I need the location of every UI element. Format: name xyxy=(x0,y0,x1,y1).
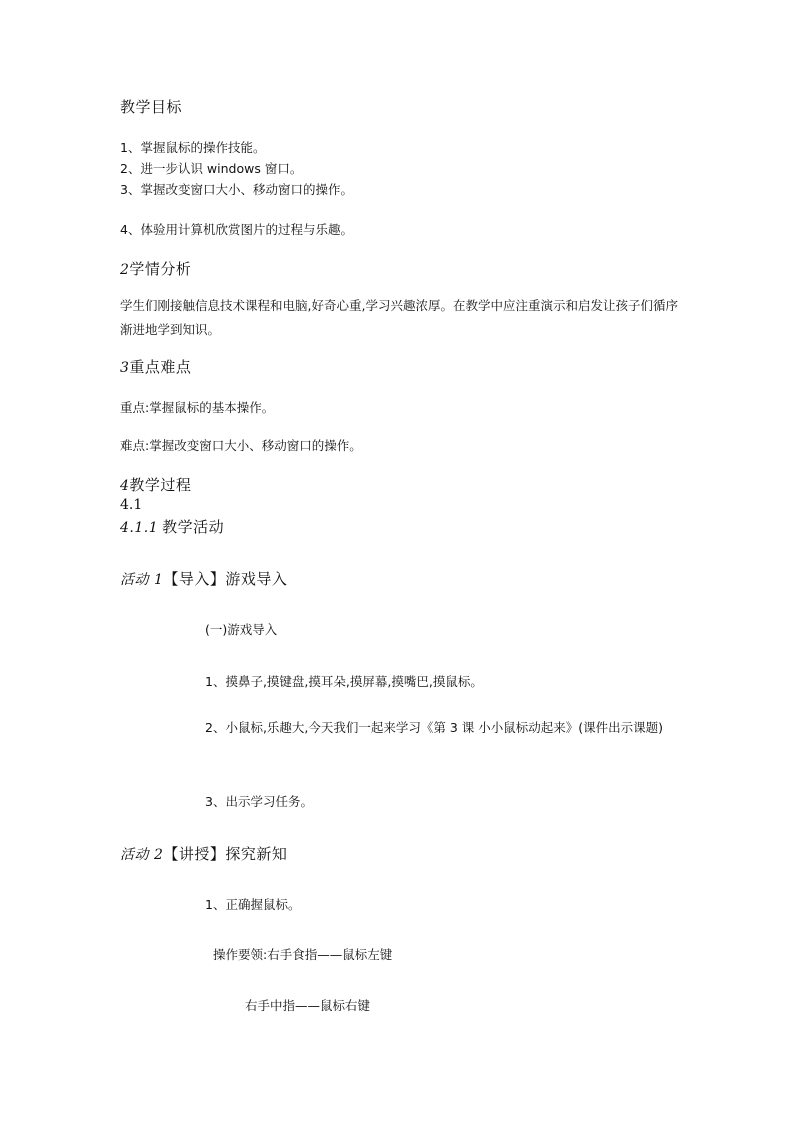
activity-1-item-4: 3、出示学习任务。 xyxy=(205,794,313,809)
goal-item-4: 4、体验用计算机欣赏图片的过程与乐趣。 xyxy=(120,222,353,237)
goal-item-3: 3、掌握改变窗口大小、移动窗口的操作。 xyxy=(120,182,353,197)
section-title-teaching-goals: 教学目标 xyxy=(120,98,183,116)
subsection-number: 4.1 xyxy=(120,497,143,513)
section-number: 3 xyxy=(120,360,130,376)
activity-2-item-2: 操作要领:右手食指——鼠标左键 xyxy=(213,947,393,962)
activity-prefix: 活动 1 xyxy=(120,572,164,588)
difficult-point-text: 难点:掌握改变窗口大小、移动窗口的操作。 xyxy=(120,438,362,453)
activity-1-item-3: 2、小鼠标,乐趣大,今天我们一起来学习《第 3 课 小小鼠标动起来》(课件出示课题) xyxy=(205,720,664,735)
learner-analysis-paragraph: 学生们刚接触信息技术课程和电脑,好奇心重,学习兴趣浓厚。在教学中应注重演示和启发让孩子们循序渐进地学到知识。 xyxy=(120,298,678,337)
activity-1-item-1: (一)游戏导入 xyxy=(205,622,278,637)
subsubsection-title: 教学活动 xyxy=(162,518,225,536)
activity-2-item-3: 右手中指——鼠标右键 xyxy=(245,998,371,1013)
activity-1-heading xyxy=(120,568,287,589)
goal-item-2: 2、进一步认识 windows 窗口。 xyxy=(120,161,303,176)
section-number: 4 xyxy=(120,478,130,494)
section-title: 重点难点 xyxy=(129,358,192,376)
activity-2-heading xyxy=(120,843,287,864)
activity-title: 【导入】游戏导入 xyxy=(163,570,288,588)
activity-1-item-2: 1、摸鼻子,摸键盘,摸耳朵,摸屏幕,摸嘴巴,摸鼠标。 xyxy=(205,674,483,689)
key-point-text: 重点:掌握鼠标的基本操作。 xyxy=(120,400,275,415)
activity-title: 【讲授】探究新知 xyxy=(163,845,288,863)
section-title: 学情分析 xyxy=(129,260,192,278)
section-title: 教学过程 xyxy=(129,476,192,494)
section-number: 2 xyxy=(120,262,130,278)
subsubsection-number: 4.1.1 xyxy=(120,520,159,536)
section-heading-learner-analysis xyxy=(120,258,191,279)
activity-2-item-1: 1、正确握鼠标。 xyxy=(205,897,301,912)
subsubsection-heading xyxy=(120,516,224,537)
goal-item-1: 1、掌握鼠标的操作技能。 xyxy=(120,140,266,155)
activity-prefix: 活动 2 xyxy=(120,847,164,863)
section-heading-teaching-process xyxy=(120,474,191,495)
section-heading-key-points xyxy=(120,356,191,377)
